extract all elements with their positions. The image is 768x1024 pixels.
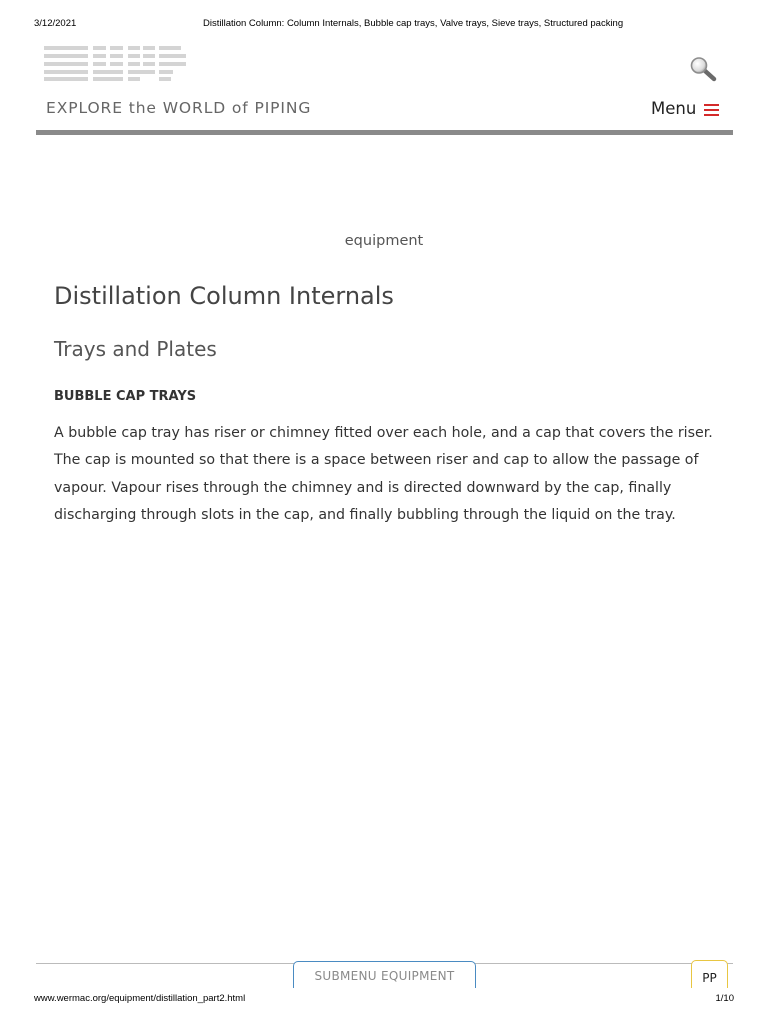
print-page-title: Distillation Column: Column Internals, Bubble cap trays, Valve trays, Sieve trays, Structured packing [203,18,624,29]
pp-button[interactable]: PP [691,960,728,988]
menu-button[interactable] [651,99,719,118]
body-paragraph: A bubble cap tray has riser or chimney fitted over each hole, and a cap that covers the riser. The cap is mounted so that there is a space between riser and cap to allow the passage of vapour. Vapour rises through the chimney and is directed downward by the cap, finally discharging through slots in the cap, and finally bubbling through the liquid on the tray. [54,425,713,523]
submenu-equipment-button[interactable]: SUBMENU EQUIPMENT [293,961,476,988]
subsection-title: BUBBLE CAP TRAYS [54,389,197,404]
print-date: 3/12/2021 [34,18,77,29]
site-tagline: EXPLORE the WORLD of PIPING [46,99,312,117]
category-label: equipment [344,233,424,249]
print-footer [0,993,768,1007]
search-magnifier-icon[interactable] [689,56,717,82]
print-page-number: 1/10 [715,993,734,1004]
wermac-logo-icon[interactable] [44,46,186,82]
menu-label: Menu [651,99,697,118]
header-divider [36,130,733,135]
page-title: Distillation Column Internals [54,282,394,310]
section-title: Trays and Plates [54,337,217,361]
print-header [0,18,768,32]
hamburger-icon[interactable] [704,104,719,116]
print-url: www.wermac.org/equipment/distillation_part2.html [34,993,246,1004]
